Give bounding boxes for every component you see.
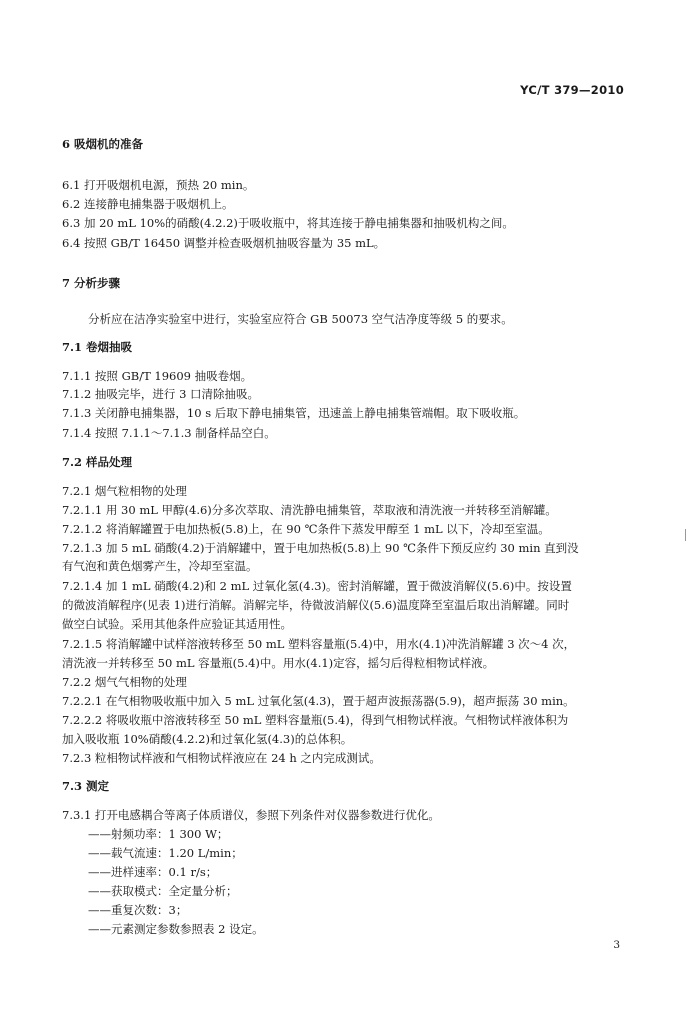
page-number: 3: [613, 939, 620, 951]
subsection-heading: 7.3 测定: [62, 779, 110, 793]
paragraph-line: 7.2.2.2 将吸收瓶中溶液转移至 50 mL 塑料容量瓶(5.4)，得到气相物试样液。气相物试样液体积为: [62, 713, 569, 727]
paragraph-line: 7.2.1.1 用 30 mL 甲醇(4.6)分多次萃取、清洗静电捕集管，萃取液和清洗液一并转移至消解罐。: [62, 503, 557, 517]
paragraph-line: 7.2.1.5 将消解罐中试样溶液转移至 50 mL 塑料容量瓶(5.4)中，用水(4.1)冲洗消解罐 3 次～4 次，: [62, 637, 576, 651]
list-item: ——进样速率：0.1 r/s；: [88, 865, 218, 879]
list-item: ——元素测定参数参照表 2 设定。: [88, 922, 264, 936]
paragraph-line: 7.2.1.4 加 1 mL 硝酸(4.2)和 2 mL 过氧化氢(4.3)。密封消解罐，置于微波消解仪(5.6)中。按设置: [62, 579, 572, 593]
paragraph-line: 7.1.4 按照 7.1.1～7.1.3 制备样品空白。: [62, 426, 276, 440]
paragraph-line: 7.2.2.1 在气相物吸收瓶中加入 5 mL 过氧化氢(4.3)，置于超声波振荡器(5.9)，超声振荡 30 min。: [62, 694, 575, 708]
list-item: ——载气流速：1.20 L/min；: [88, 846, 243, 860]
section-heading: 6 吸烟机的准备: [62, 137, 144, 151]
paragraph-line: 分析应在洁净实验室中进行，实验室应符合 GB 50073 空气洁净度等级 5 的要求。: [88, 312, 513, 326]
paragraph-line: 有气泡和黄色烟雾产生，冷却至室温。: [62, 559, 258, 573]
paragraph-line: 清洗液一并转移至 50 mL 容量瓶(5.4)中。用水(4.1)定容，摇匀后得粒相物试样液。: [62, 656, 495, 670]
list-item: ——射频功率：1 300 W；: [88, 827, 229, 841]
paragraph-line: 6.1 打开吸烟机电源，预热 20 min。: [62, 178, 255, 192]
paragraph-line: 7.1.1 按照 GB/T 19609 抽吸卷烟。: [62, 369, 253, 383]
document-code-header: YC/T 379—2010: [520, 83, 624, 97]
paragraph-line: 7.2.3 粒相物试样液和气相物试样液应在 24 h 之内完成测试。: [62, 751, 381, 765]
paragraph-line: 6.2 连接静电捕集器于吸烟机上。: [62, 197, 234, 211]
paragraph-line: 6.4 按照 GB/T 16450 调整并检查吸烟机抽吸容量为 35 mL。: [62, 236, 386, 250]
paragraph-line: 7.1.3 关闭静电捕集器，10 s 后取下静电捕集管，迅速盖上静电捕集管端帽。取下吸收瓶。: [62, 406, 526, 420]
paragraph-line: 7.2.1.2 将消解罐置于电加热板(5.8)上，在 90 ℃条件下蒸发甲醇至 1 mL 以下，冷却至室温。: [62, 522, 550, 536]
paragraph-line: 7.2.1.3 加 5 mL 硝酸(4.2)于消解罐中，置于电加热板(5.8)上 90 ℃条件下预反应约 30 min 直到没: [62, 541, 579, 555]
section-heading: 7 分析步骤: [62, 276, 121, 290]
paragraph-line: 7.2.2 烟气气相物的处理: [62, 675, 187, 689]
list-item: ——重复次数：3；: [88, 903, 188, 917]
subsection-heading: 7.1 卷烟抽吸: [62, 340, 133, 354]
paragraph-line: 做空白试验。采用其他条件应验证其适用性。: [62, 617, 292, 631]
paragraph-line: 7.3.1 打开电感耦合等离子体质谱仪，参照下列条件对仪器参数进行优化。: [62, 808, 440, 822]
subsection-heading: 7.2 样品处理: [62, 455, 133, 469]
list-item: ——获取模式：全定量分析；: [88, 884, 238, 898]
paragraph-line: 的微波消解程序(见表 1)进行消解。消解完毕，待微波消解仪(5.6)温度降至室温后取出消解罐。同时: [62, 598, 570, 612]
paragraph-line: 7.1.2 抽吸完毕，进行 3 口清除抽吸。: [62, 387, 260, 401]
paragraph-line: 6.3 加 20 mL 10%的硝酸(4.2.2)于吸收瓶中，将其连接于静电捕集器和抽吸机构之间。: [62, 216, 514, 230]
paragraph-line: 7.2.1 烟气粒相物的处理: [62, 484, 187, 498]
scan-edge-mark: [685, 529, 686, 541]
paragraph-line: 加入吸收瓶 10%硝酸(4.2.2)和过氧化氢(4.3)的总体积。: [62, 732, 353, 746]
